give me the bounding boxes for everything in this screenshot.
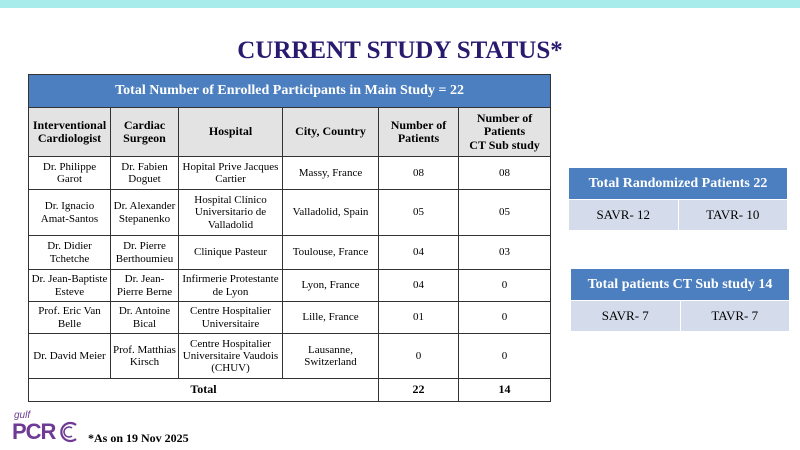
total-patients: 22 [379,379,459,402]
cell-city: Massy, France [283,157,379,190]
enrollment-table [28,74,551,402]
randomized-title: Total Randomized Patients 22 [569,168,788,200]
cell-ct: 08 [459,157,551,190]
header-ct-line1: Number of [476,110,533,125]
randomized-values-row [569,200,788,231]
table-total-row [29,379,551,402]
cell-hospital: Centre Hospitalier Universitaire [179,302,283,334]
cell-hospital: Clinique Pasteur [179,236,283,270]
table-row [29,157,551,190]
cell-ct: 03 [459,236,551,270]
cell-cardiologist: Dr. Jean-Baptiste Esteve [29,270,111,302]
cell-patients: 0 [379,334,459,379]
cell-hospital: Hospital Clínico Universitario de Valladolid [179,190,283,236]
ct-substudy-summary-table [570,268,790,332]
cell-surgeon: Dr. Jean-Pierre Berne [111,270,179,302]
header-ct-line2: Patients [483,124,526,139]
cell-city: Valladolid, Spain [283,190,379,236]
ct-substudy-title: Total patients CT Sub study 14 [571,269,790,301]
as-of-footnote: *As on 19 Nov 2025 [88,431,189,445]
table-row [29,334,551,379]
header-patients: Number of Patients [379,108,459,157]
header-surgeon: Cardiac Surgeon [111,108,179,157]
cell-city: Lyon, France [283,270,379,302]
header-ct-line3: CT Sub study [469,137,540,152]
table-row [29,302,551,334]
cell-surgeon: Dr. Fabien Doguet [111,157,179,190]
cell-ct: 0 [459,270,551,302]
cell-surgeon: Dr. Alexander Stepanenko [111,190,179,236]
cell-surgeon: Dr. Pierre Berthoumieu [111,236,179,270]
cell-patients: 01 [379,302,459,334]
logo-pcr-text: PCR [12,419,56,444]
randomized-tavr: TAVR- 10 [678,200,788,231]
cell-patients: 08 [379,157,459,190]
cell-surgeon: Dr. Antoine Bical [111,302,179,334]
enrollment-banner: Total Number of Enrolled Participants in Main Study = 22 [29,75,551,108]
cell-cardiologist: Dr. Didier Tchetche [29,236,111,270]
randomized-header-row [569,168,788,200]
cell-ct: 0 [459,334,551,379]
enrollment-banner-row [29,75,551,108]
total-label: Total [29,379,379,402]
ct-substudy-values-row [571,301,790,332]
cell-surgeon: Prof. Matthias Kirsch [111,334,179,379]
cell-ct: 05 [459,190,551,236]
randomized-summary-table [568,167,788,231]
table-header-row [29,108,551,157]
table-row [29,190,551,236]
cell-hospital: Hopital Prive Jacques Cartier [179,157,283,190]
ct-substudy-tavr: TAVR- 7 [680,301,790,332]
top-accent-band [0,0,800,8]
header-ct-substudy [459,108,551,157]
page-title: CURRENT STUDY STATUS* [237,37,563,64]
cell-city: Toulouse, France [283,236,379,270]
cell-ct: 0 [459,302,551,334]
gulf-pcr-logo [12,410,82,444]
cell-cardiologist: Prof. Eric Van Belle [29,302,111,334]
cell-patients: 04 [379,270,459,302]
total-ct: 14 [459,379,551,402]
cell-city: Lausanne, Switzerland [283,334,379,379]
header-city: City, Country [283,108,379,157]
cell-hospital: Centre Hospitalier Universitaire Vaudois (CHUV) [179,334,283,379]
cell-cardiologist: Dr. Ignacio Amat-Santos [29,190,111,236]
randomized-savr: SAVR- 12 [569,200,679,231]
cell-cardiologist: Dr. David Meier [29,334,111,379]
table-row [29,236,551,270]
cell-patients: 04 [379,236,459,270]
logo-swirl-icon [56,421,82,443]
header-hospital: Hospital [179,108,283,157]
cell-hospital: Infirmerie Protestante de Lyon [179,270,283,302]
cell-patients: 05 [379,190,459,236]
ct-substudy-savr: SAVR- 7 [571,301,681,332]
cell-city: Lille, France [283,302,379,334]
table-row [29,270,551,302]
logo-gulf-text: gulf [14,410,31,421]
cell-cardiologist: Dr. Philippe Garot [29,157,111,190]
header-cardiologist: Interventional Cardiologist [29,108,111,157]
ct-substudy-header-row [571,269,790,301]
